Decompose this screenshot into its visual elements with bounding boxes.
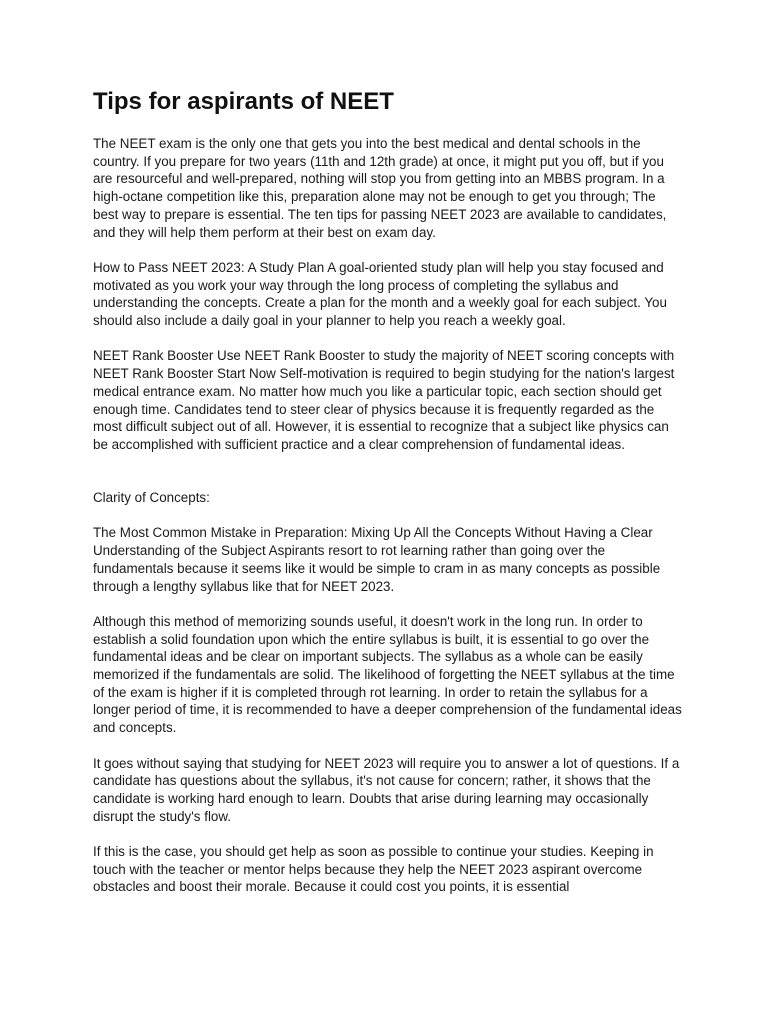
paragraph-study-plan: How to Pass NEET 2023: A Study Plan A goal-oriented study plan will help you stay focused and motivated as you work your way through the long process of completing the syllabus and understanding the concepts. Create a plan for the month and a weekly goal for each subject. You should also include a daily goal in your planner to help you reach a weekly goal.	[93, 259, 667, 329]
blank-line	[93, 471, 683, 489]
paragraph-memorizing: Although this method of memorizing sounds useful, it doesn't work in the long run. In order to establish a solid foundation upon which the entire syllabus is built, it is essential to go over the fundamental ideas and be clear on important subjects. The syllabus as a whole can be easily memorized if the fundamentals are solid. The likelihood of forgetting the NEET syllabus at the time of the exam is higher if it is completed through rot learning. In order to retain the syllabus for a longer period of time, it is recommended to have a deeper comprehension of the fundamental ideas and concepts.	[93, 613, 682, 736]
section-heading-clarity: Clarity of Concepts:	[93, 490, 210, 505]
document-title: Tips for aspirants of NEET	[93, 88, 394, 115]
paragraph-common-mistake: The Most Common Mistake in Preparation: Mixing Up All the Concepts Without Having a Clear Understanding of the Subject Aspirants resort to rot learning rather than going over the fundamentals because it seems like it would be simple to cram in as many concepts as possible through a lengthy syllabus like that for NEET 2023.	[93, 525, 661, 594]
paragraph-intro: The NEET exam is the only one that gets you into the best medical and dental schools in the country. If you prepare for two years (11th and 12th grade) at once, it might put you off, but if you are resourceful and well-prepared, nothing will stop you from getting into an MBBS program. In a high-octane competition like this, preparation alone may not be enough to get you through; The best way to prepare is essential. The ten tips for passing NEET 2023 are available to candidates, and they will help them perform at their best on exam day.	[93, 136, 667, 240]
paragraph-rank-booster: NEET Rank Booster Use NEET Rank Booster to study the majority of NEET scoring concepts with NEET Rank Booster Start Now Self-motivation is required to begin studying for the nation's largest medical entrance exam. No matter how much you like a particular topic, each section should get enough time. Candidates tend to steer clear of physics because it is frequently regarded as the most difficult subject out of all. However, it is essential to recognize that a subject like physics can be accomplished with sufficient practice and a clear comprehension of fundamental ideas.	[93, 348, 675, 452]
document-body	[93, 87, 683, 914]
paragraph-get-help: If this is the case, you should get help as soon as possible to continue your studies. Keeping in touch with the teacher or mentor helps because they help the NEET 2023 aspirant overcome obstacles and boost their morale. Because it could cost you points, it is essential	[93, 844, 654, 895]
paragraph-questions: It goes without saying that studying for NEET 2023 will require you to answer a lot of questions. If a candidate has questions about the syllabus, it's not cause for concern; rather, it shows that the candidate is working hard enough to learn. Doubts that arise during learning may occasionally disrupt the study's flow.	[93, 755, 680, 824]
